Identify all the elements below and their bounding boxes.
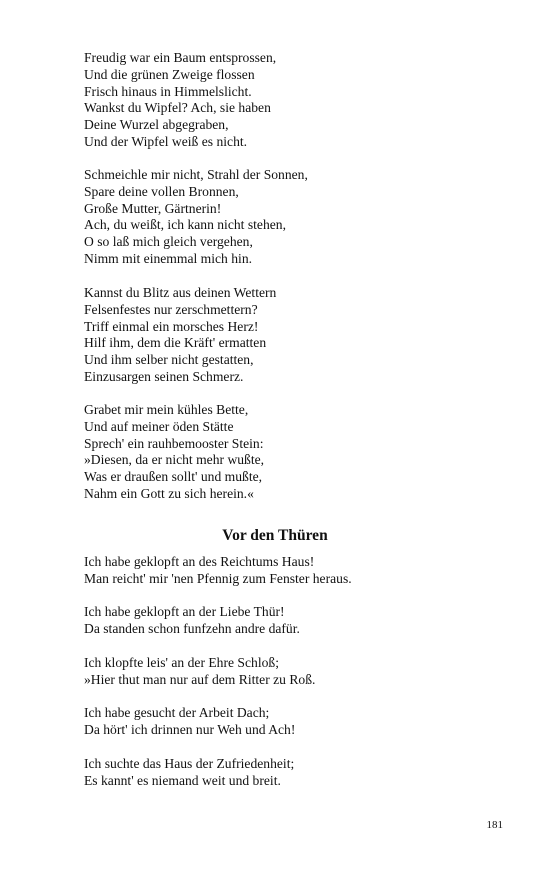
poem2-stanza-5	[84, 756, 294, 790]
verse-line: Nahm ein Gott zu sich herein.«	[84, 485, 254, 501]
verse-line: Ach, du weißt, ich kann nicht stehen,	[84, 217, 286, 233]
verse-line: Ich habe geklopft an der Liebe Thür!	[84, 604, 285, 619]
poem1-stanza-4	[84, 402, 264, 503]
verse-line: Deine Wurzel abgegraben,	[84, 117, 229, 133]
verse-line: »Diesen, da er nicht mehr wußte,	[84, 452, 265, 468]
verse-line: Wankst du Wipfel? Ach, sie haben	[84, 100, 271, 116]
verse-line: Einzusargen seinen Schmerz.	[84, 368, 244, 384]
verse-line: Große Mutter, Gärtnerin!	[84, 200, 222, 216]
verse-line: Und auf meiner öden Stätte	[84, 418, 234, 434]
verse-line: Ich suchte das Haus der Zufriedenheit;	[84, 756, 295, 771]
poem2-stanza-3	[84, 655, 315, 689]
poem2-stanza-1	[84, 554, 352, 588]
verse-line: Und der Wipfel weiß es nicht.	[84, 133, 248, 149]
verse-line: Nimm mit einemmal mich hin.	[84, 250, 253, 266]
verse-line: Ich habe gesucht der Arbeit Dach;	[84, 705, 270, 720]
verse-line: Felsenfestes nur zerschmettern?	[84, 301, 258, 317]
verse-line: Spare deine vollen Bronnen,	[84, 183, 239, 199]
poem1-stanza-3	[84, 285, 276, 386]
verse-line: Kannst du Blitz aus deinen Wettern	[84, 285, 277, 300]
verse-line: Sprech' ein rauhbemooster Stein:	[84, 435, 264, 451]
verse-line: Da standen schon funfzehn andre dafür.	[84, 620, 300, 636]
poem-title: Vor den Thüren	[222, 527, 328, 544]
page-number: 181	[486, 819, 503, 831]
verse-line: »Hier thut man nur auf dem Ritter zu Roß.	[84, 671, 316, 687]
verse-line: Und die grünen Zweige flossen	[84, 66, 255, 82]
poem1-stanza-1	[84, 50, 276, 151]
verse-line: Freudig war ein Baum entsprossen,	[84, 50, 277, 65]
verse-line: Ich klopfte leis' an der Ehre Schloß;	[84, 655, 279, 670]
verse-line: O so laß mich gleich vergehen,	[84, 234, 253, 250]
verse-line: Man reicht' mir 'nen Pfennig zum Fenster heraus.	[84, 570, 352, 586]
verse-line: Hilf ihm, dem die Kräft' ermatten	[84, 335, 267, 351]
verse-line: Und ihm selber nicht gestatten,	[84, 352, 254, 368]
verse-line: Da hört' ich drinnen nur Weh und Ach!	[84, 721, 296, 737]
poem1-stanza-2	[84, 167, 308, 268]
verse-line: Was er draußen sollt' und mußte,	[84, 469, 263, 485]
verse-line: Es kannt' es niemand weit und breit.	[84, 772, 281, 788]
poem2-stanza-4	[84, 705, 295, 739]
verse-line: Grabet mir mein kühles Bette,	[84, 402, 249, 417]
verse-line: Frisch hinaus in Himmelslicht.	[84, 83, 252, 99]
verse-line: Schmeichle mir nicht, Strahl der Sonnen,	[84, 167, 308, 182]
verse-line: Triff einmal ein morsches Herz!	[84, 318, 259, 334]
poem2-stanza-2	[84, 604, 300, 638]
verse-line: Ich habe geklopft an des Reichtums Haus!	[84, 554, 315, 569]
